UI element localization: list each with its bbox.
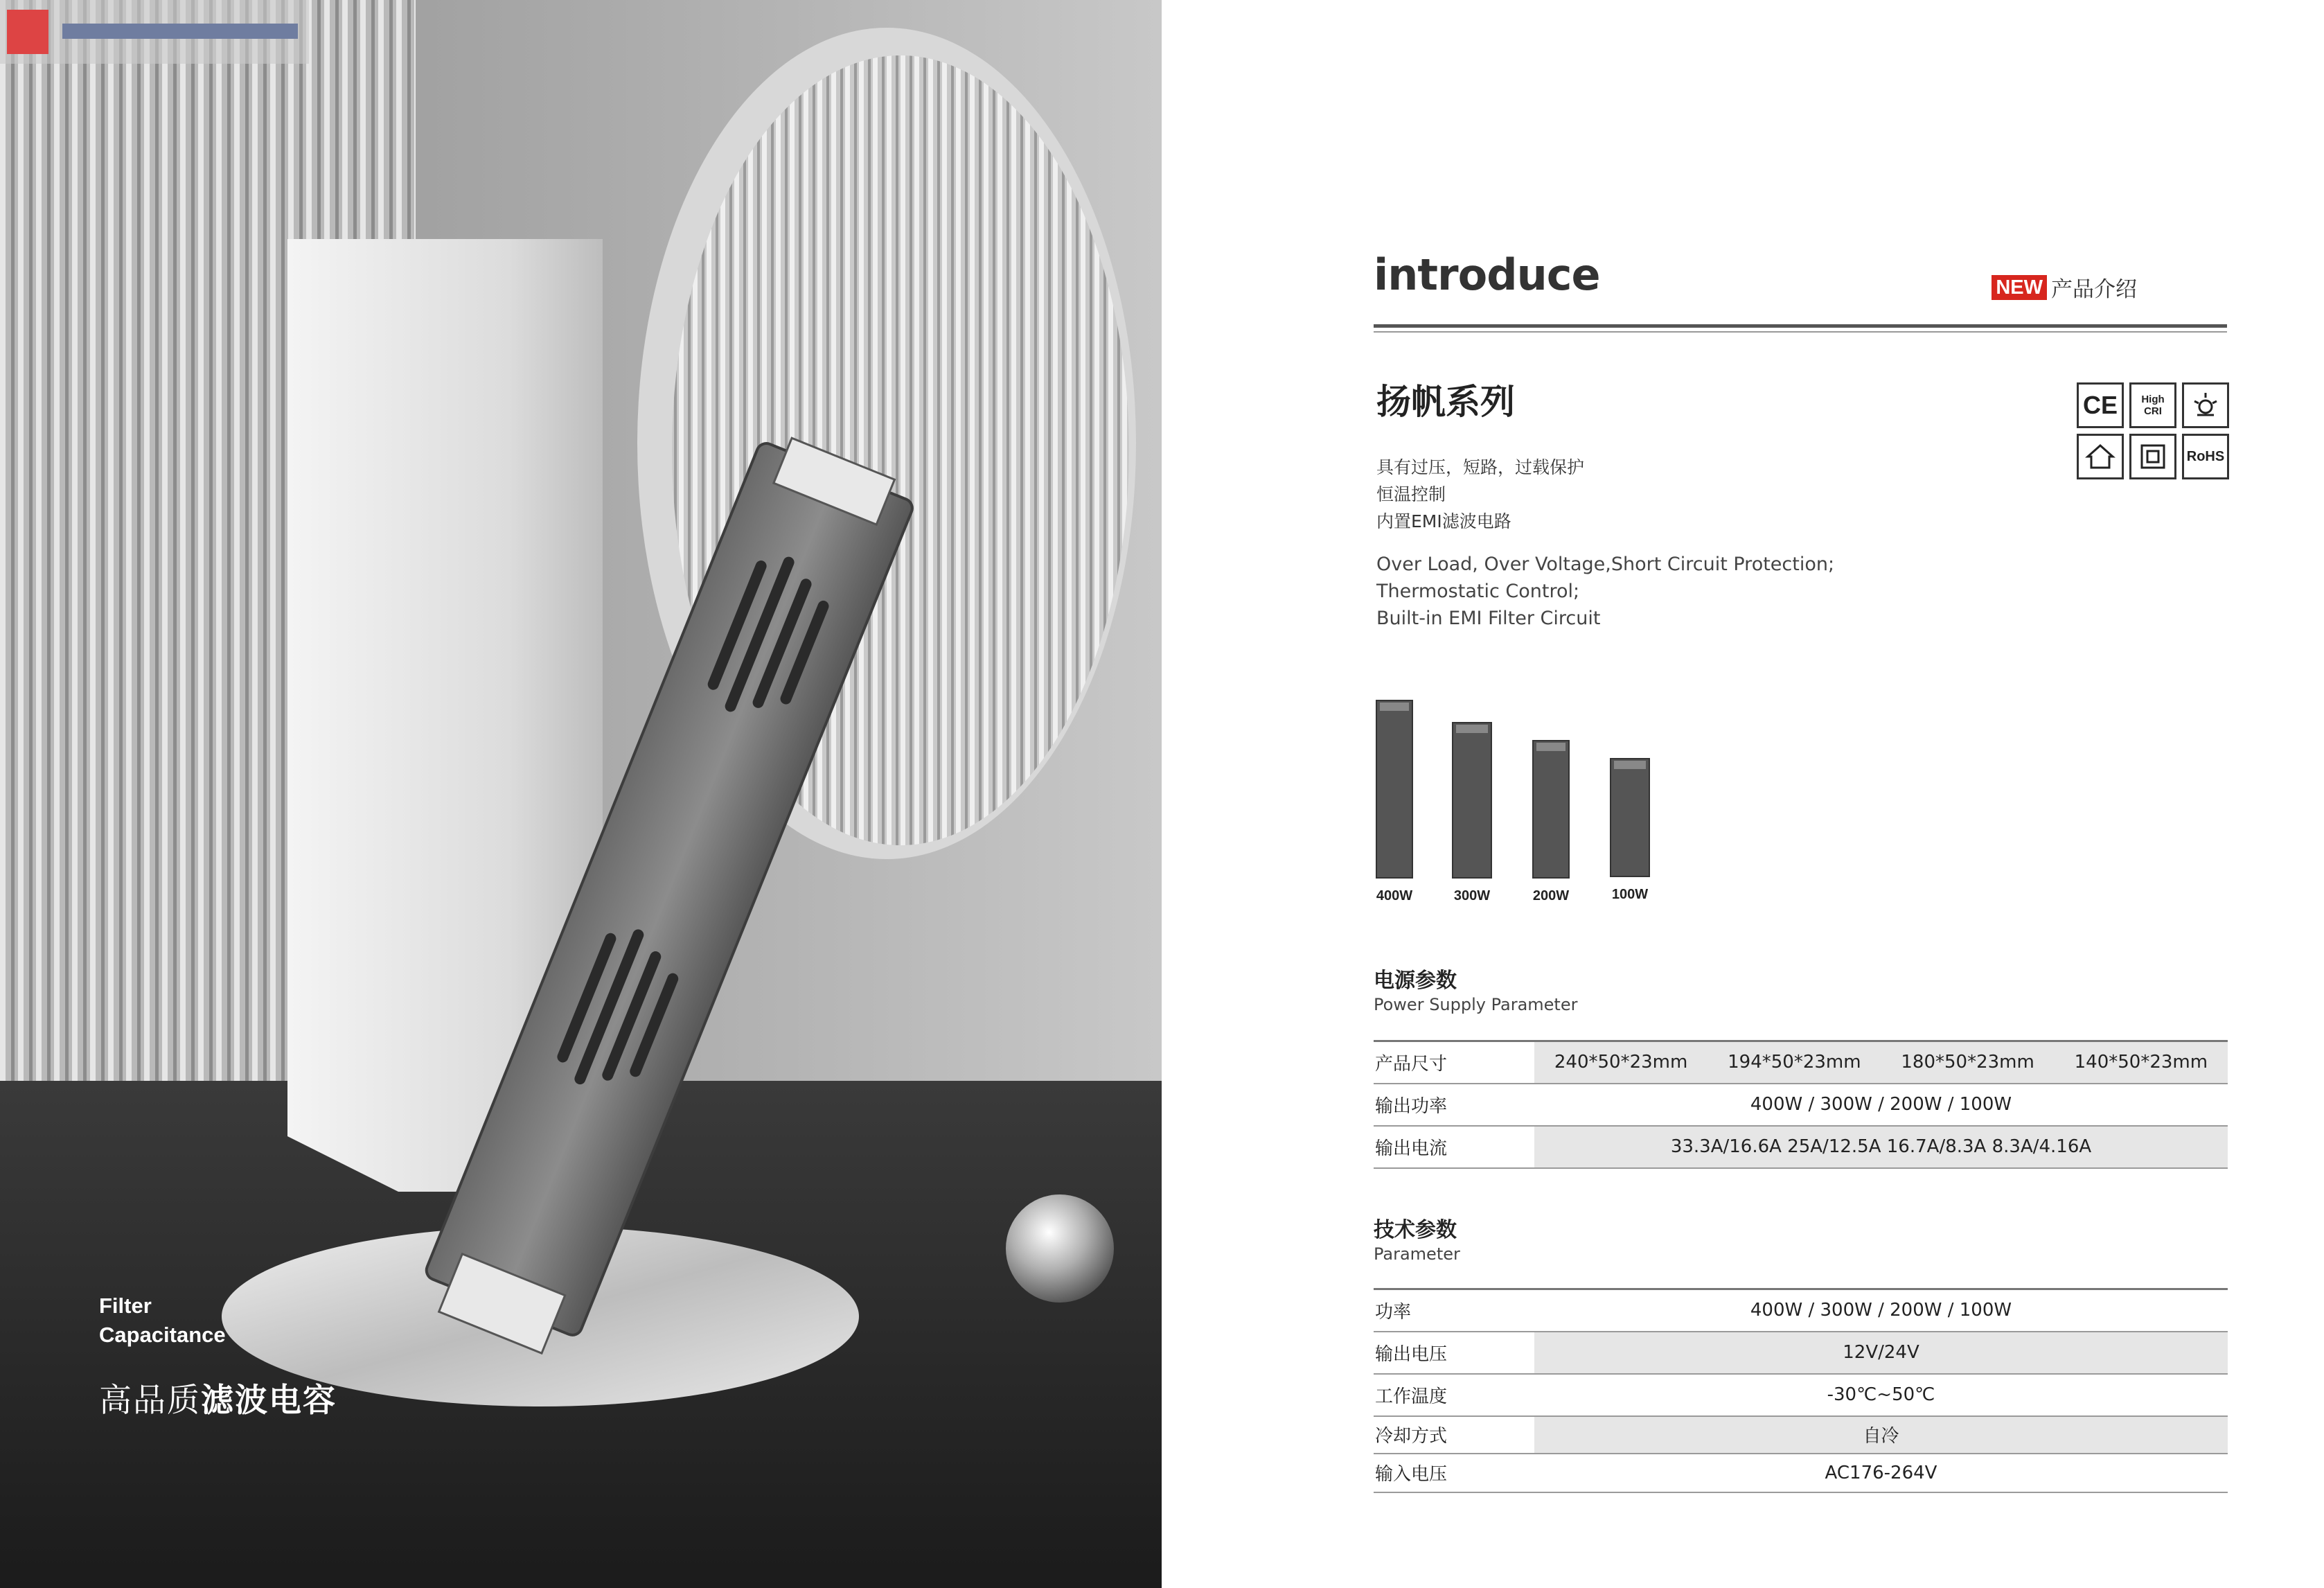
- series-name: 扬帆系列: [1376, 382, 1515, 422]
- feature-cn-1: 具有过压，短路，过载保护: [1376, 457, 1585, 477]
- row-value: 自冷: [1534, 1416, 2228, 1454]
- row-value: -30℃~50℃: [1534, 1374, 2228, 1416]
- indoor-use-icon: [2077, 434, 2124, 479]
- table-row: [1374, 1041, 2228, 1084]
- caption-en-line2: Capacitance: [99, 1323, 226, 1347]
- row-label: 输出电压: [1374, 1332, 1534, 1374]
- driver-thumbnail-icon: [1376, 700, 1413, 879]
- feature-en-3: Built-in EMI Filter Circuit: [1376, 608, 1601, 629]
- model-400w: [1374, 700, 1415, 904]
- table-row: [1374, 1126, 2228, 1168]
- new-badge: NEW: [1992, 275, 2047, 300]
- row-value: [1534, 1041, 2228, 1084]
- tech-section-subtitle: Parameter: [1374, 1244, 1460, 1264]
- model-label: 300W: [1453, 888, 1491, 903]
- certification-icons: [2077, 382, 2229, 479]
- model-100w: [1609, 758, 1651, 903]
- photo-caption: [99, 1291, 337, 1421]
- rohs-icon: RoHS: [2182, 434, 2229, 479]
- model-label: 400W: [1376, 888, 1413, 903]
- caption-en-line1: Filter: [99, 1294, 152, 1318]
- class-ii-icon: [2129, 434, 2176, 479]
- model-thumbnails: [1374, 693, 1665, 915]
- new-tag: [1992, 272, 2137, 303]
- row-label: 冷却方式: [1374, 1416, 1534, 1454]
- power-section-subtitle: Power Supply Parameter: [1374, 995, 1578, 1014]
- model-300w: [1451, 722, 1493, 904]
- row-value: 400W / 300W / 200W / 100W: [1534, 1084, 2228, 1126]
- row-label: 输出电流: [1374, 1126, 1534, 1168]
- table-row: [1374, 1454, 2228, 1492]
- row-value: 12V/24V: [1534, 1332, 2228, 1374]
- row-value: 33.3A/16.6A 25A/12.5A 16.7A/8.3A 8.3A/4.16A: [1534, 1126, 2228, 1168]
- row-label: 产品尺寸: [1374, 1041, 1534, 1084]
- row-label: 输出功率: [1374, 1084, 1534, 1126]
- feature-cn-2: 恒温控制: [1376, 484, 1446, 504]
- high-cri-icon: High CRI: [2129, 382, 2176, 428]
- driver-thumbnail-icon: [1452, 722, 1492, 879]
- row-value: AC176-264V: [1534, 1454, 2228, 1492]
- table-row: [1374, 1416, 2228, 1454]
- ce-mark-icon: CE: [2077, 382, 2124, 428]
- cell-value: 240*50*23mm: [1554, 1052, 1688, 1073]
- driver-thumbnail-icon: [1532, 740, 1570, 879]
- table-row: [1374, 1374, 2228, 1416]
- model-label: 100W: [1611, 887, 1649, 902]
- features-en: [1376, 551, 1834, 632]
- row-label: 输入电压: [1374, 1454, 1534, 1492]
- page-title: introduce: [1374, 249, 1600, 300]
- new-tag-text: 产品介绍: [2051, 277, 2137, 302]
- table-row: [1374, 1084, 2228, 1126]
- tech-section-title: 技术参数: [1374, 1218, 1457, 1242]
- power-param-table: [1374, 1040, 2228, 1169]
- table-row: [1374, 1332, 2228, 1374]
- features-cn: [1376, 454, 1584, 535]
- feature-en-1: Over Load, Over Voltage,Short Circuit Protection;: [1376, 554, 1835, 575]
- power-section-title: 电源参数: [1374, 969, 1457, 993]
- header-divider: [1374, 324, 2227, 328]
- row-label: 功率: [1374, 1289, 1534, 1332]
- blurred-logo: [0, 0, 309, 64]
- sun-icon: [2182, 382, 2229, 428]
- driver-thumbnail-icon: [1610, 758, 1650, 877]
- caption-cn-regular: 高品质: [99, 1382, 201, 1418]
- feature-cn-3: 内置EMI滤波电路: [1376, 511, 1511, 531]
- row-label: 工作温度: [1374, 1374, 1534, 1416]
- table-row: [1374, 1289, 2228, 1332]
- model-label: 200W: [1532, 888, 1570, 903]
- cell-value: 140*50*23mm: [2074, 1052, 2208, 1073]
- cell-value: 180*50*23mm: [1901, 1052, 2034, 1073]
- caption-cn-bold: 滤波电容: [201, 1382, 337, 1418]
- caption-cn: [99, 1375, 337, 1421]
- cell-value: 194*50*23mm: [1728, 1052, 1861, 1073]
- feature-en-2: Thermostatic Control;: [1376, 581, 1580, 602]
- tech-param-table: [1374, 1288, 2228, 1493]
- row-value: 400W / 300W / 200W / 100W: [1534, 1289, 2228, 1332]
- header-divider-thin: [1374, 331, 2227, 333]
- model-200w: [1530, 740, 1572, 904]
